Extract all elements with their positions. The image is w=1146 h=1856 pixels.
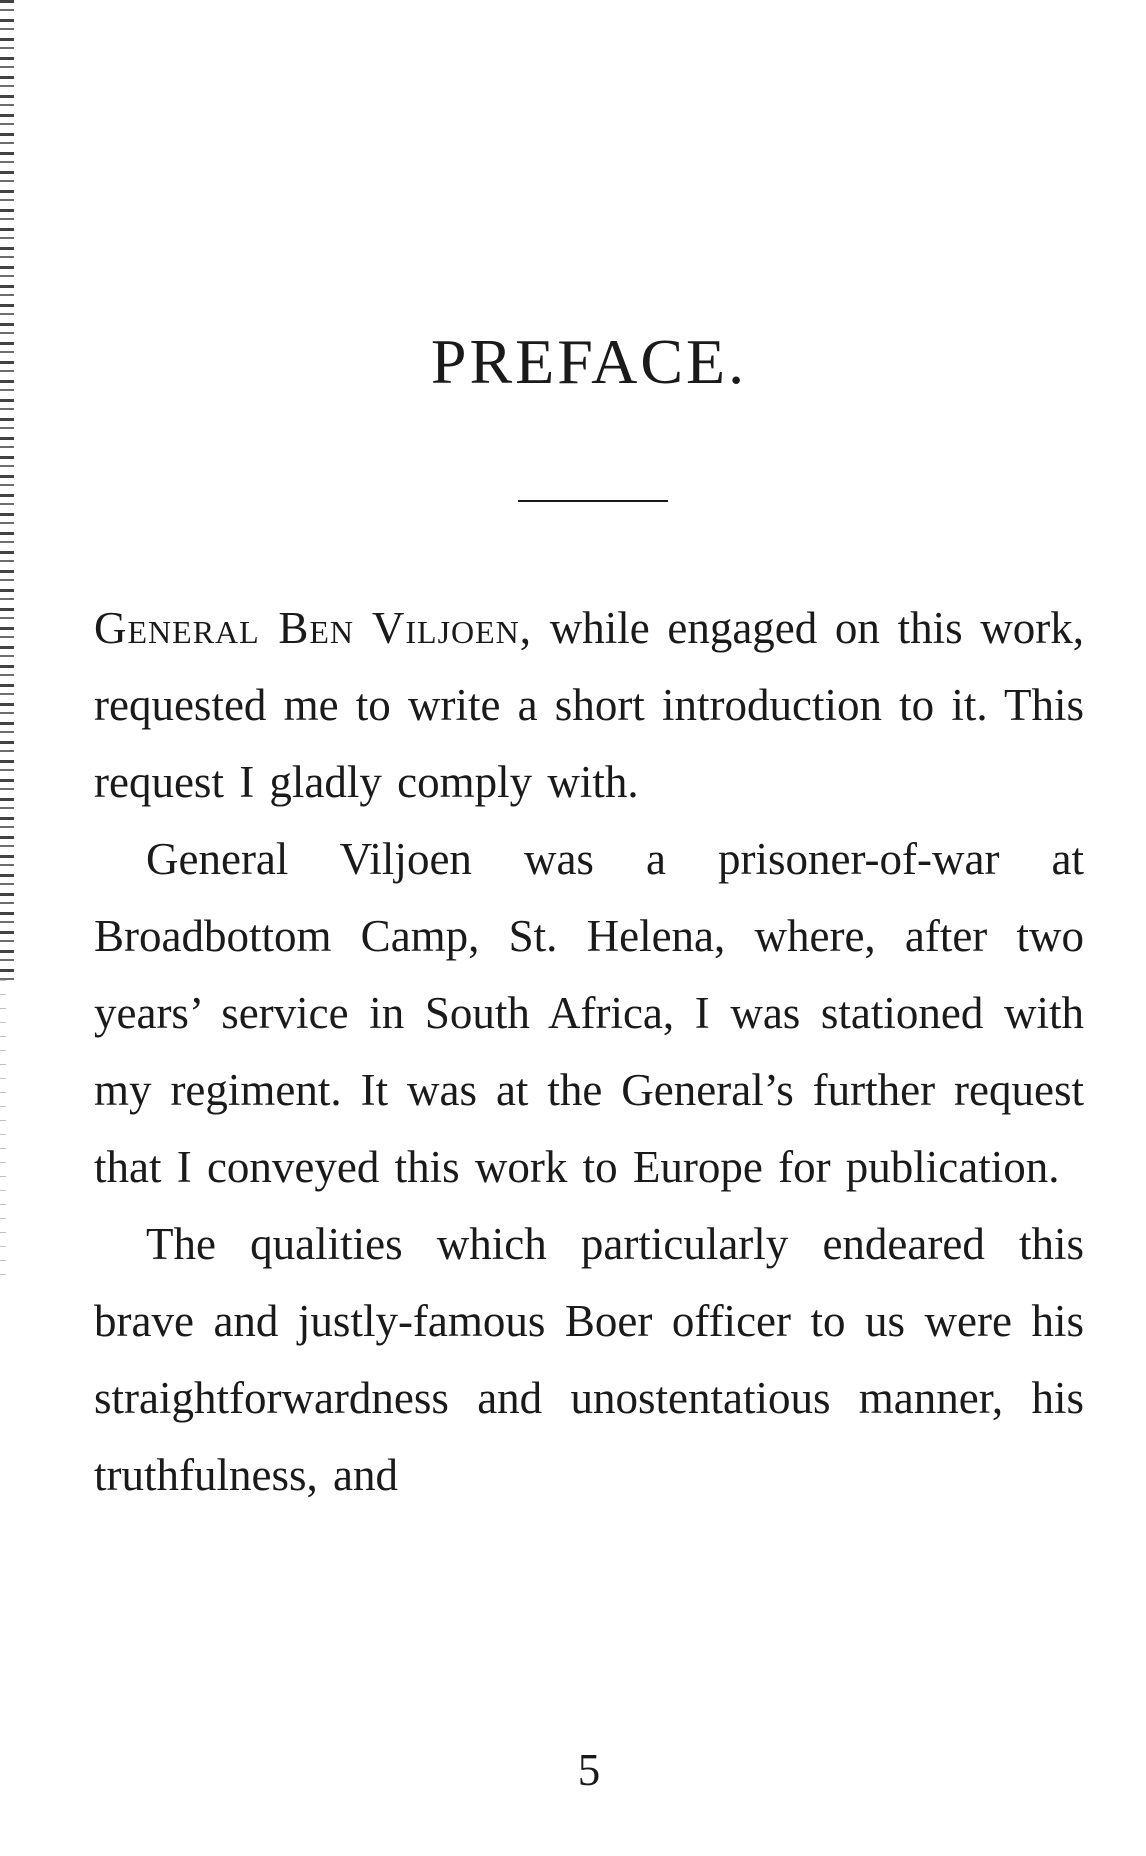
page-title: PREFACE. bbox=[430, 326, 748, 397]
paragraph-1-text: while engaged on this work, requested me to write a short introduction to it. This request I gladly comply with. bbox=[94, 603, 1084, 807]
paragraph-3: The qualities which particularly endeared this brave and justly-famous Boer officer to us were his straightforwardness and unostentatious manner, his truthfulness, and bbox=[94, 1219, 1084, 1500]
paragraph-1 bbox=[94, 590, 1084, 821]
author-name-smallcaps: General Ben Viljoen, bbox=[94, 603, 533, 653]
paragraph-2: General Viljoen was a prisoner-of-war at Broadbottom Camp, St. Helena, where, after two years’ service in South Africa, I was stationed with my regiment. It was at the General’s further request that I conveyed this work to Europe for publication. bbox=[94, 834, 1084, 1192]
title-rule-divider bbox=[518, 500, 668, 502]
binding-edge-shadow bbox=[0, 0, 14, 980]
book-page bbox=[94, 0, 1084, 1856]
binding-edge-marks bbox=[0, 980, 6, 1280]
preface-body bbox=[94, 590, 1084, 1514]
page-number: 5 bbox=[577, 1745, 601, 1795]
